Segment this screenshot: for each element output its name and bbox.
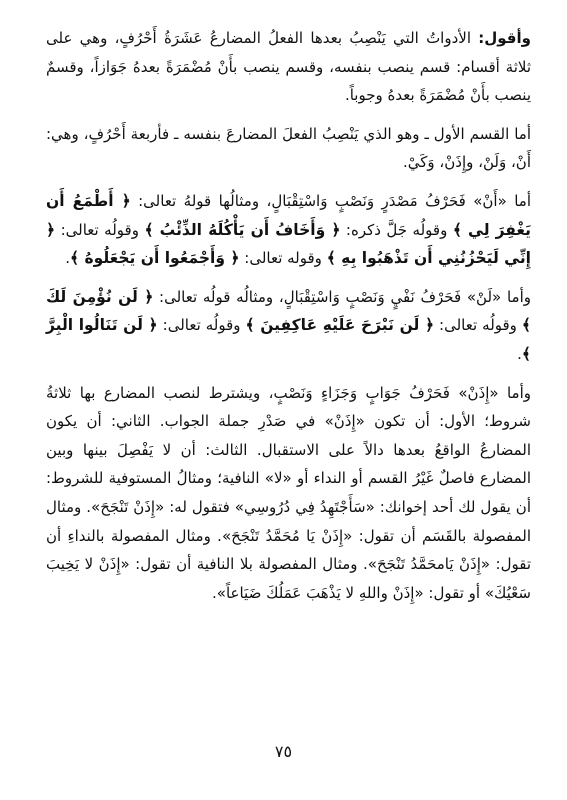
paragraph-text: وأما «لَنْ» فَحَرْفُ نَفْيٍ وَنَصْبٍ وَاسْتِقْبَالٍ، ومثالُه قولُه تعالى: [153, 287, 531, 306]
paragraph-text: وقولُه تعالى: [55, 220, 145, 239]
paragraph-text: الأدواتُ التي يَنْصِبُ بعدها الفعلُ المضارعُ عَشَرَةُ أَحْرُفٍ، وهي على ثلاثة أقسام: قسم ينصب بنفسه، وقسم ينصب بأَنْ مُضْمَرَةً بعدهُ جَوَازاً، وقسمٌ ينصب بأَنْ مُضْمَرَةً بعدهُ وجوباً. [46, 29, 531, 105]
paragraph-an [46, 187, 531, 273]
quran-quote: ﴿ وَأَخَافُ أَن يَأْكُلَهُ الذِّئْبُ ﴾ [144, 220, 341, 239]
quran-quote: ﴿ أَطْمَعُ أَن يَغْفِرَ لِي ﴾ [46, 191, 532, 239]
paragraph-text: أما «أَنْ» فَحَرْفُ مَصْدَرٍ وَنَصْبٍ وَاسْتِقْبَالٍ، ومثالُها قولهُ تعالى: [130, 191, 531, 210]
paragraph-lan [46, 283, 531, 369]
paragraph-text: وقولُه تعالى: [157, 316, 246, 335]
paragraph-lead: وأقول: [478, 29, 531, 47]
quran-quote: ﴿ وَأَجْمَعُوا أَن يَجْعَلُوهُ ﴾ [69, 249, 240, 268]
paragraph-text: وقوله تعالى: [239, 249, 327, 268]
quran-quote: ﴿ لَن نُؤْمِنَ لَكَ ﴾ [46, 287, 532, 335]
page-number: ٧٥ [274, 742, 293, 761]
quran-quote: ﴿ لَن تَنَالُوا الْبِرَّ ﴾ [46, 316, 531, 363]
paragraph-text: وقولُه جَلَّ ذكره: [340, 220, 453, 239]
page-body [46, 24, 531, 607]
paragraph-idhan: وأما «إِذَنْ» فَحَرْفُ جَوَابٍ وَجَزَاءٍ وَنَصْبٍ، ويشترط لنصب المضارع بها ثلاثةُ شروط؛ الأول: أن تكون «إِذَنْ» في صَدْرِ جملة الجواب. الثاني: أن يكون المضارعُ الواقعُ بعدها دالاً على الاستقبال. الثالث: أن لا يَفْصِلَ بينها وبين المضارع فاصلٌ غَيْرُ القسم أو النداء أو «لا» النافية؛ ومثالُ المستوفية للشروط: أن يقول لك أحد إخوانك: «سَأَجْتَهِدُ فِي دُرُوسِي» فتقول له: «إِذَنْ تَنْجَحَ». ومثال المفصولة بالقَسَم أن تقول: «إِذَنْ يَا مُحَمَّدُ تَنْجَحَ». ومثال المفصولة بالنداءِ أن تقول: «إِذَنْ يَامحَمَّدُ تَنْجَحَ». ومثال المفصولة بلا النافية أن تقول: «إِذَنْ لا يَخِيبَ سَعْيُكَ» أو تقول: «إِذَنْ واللهِ لا يَذْهَبَ عَمَلُكَ ضَيَاعاً». [46, 383, 531, 602]
paragraph-text: وقولُه تعالى: [434, 316, 522, 335]
paragraph-intro [46, 24, 531, 110]
paragraph-text: . [517, 344, 522, 363]
paragraph-text: . [65, 249, 70, 268]
paragraph-first-section: أما القسم الأول ـ وهو الذي يَنْصِبُ الفعلَ المضارعَ بنفسه ـ فأربعة أَحْرُفٍ، وهي: أَنْ، وَلَنْ، وإِذَنْ، وَكَيْ. [46, 124, 531, 172]
quran-quote: ﴿ لَن نَبْرَحَ عَلَيْهِ عَاكِفِينَ ﴾ [245, 316, 435, 335]
quran-quote: ﴿ إِنِّي لَيَحْزُنُنِي أَن تَذْهَبُوا بِهِ ﴾ [46, 220, 531, 268]
